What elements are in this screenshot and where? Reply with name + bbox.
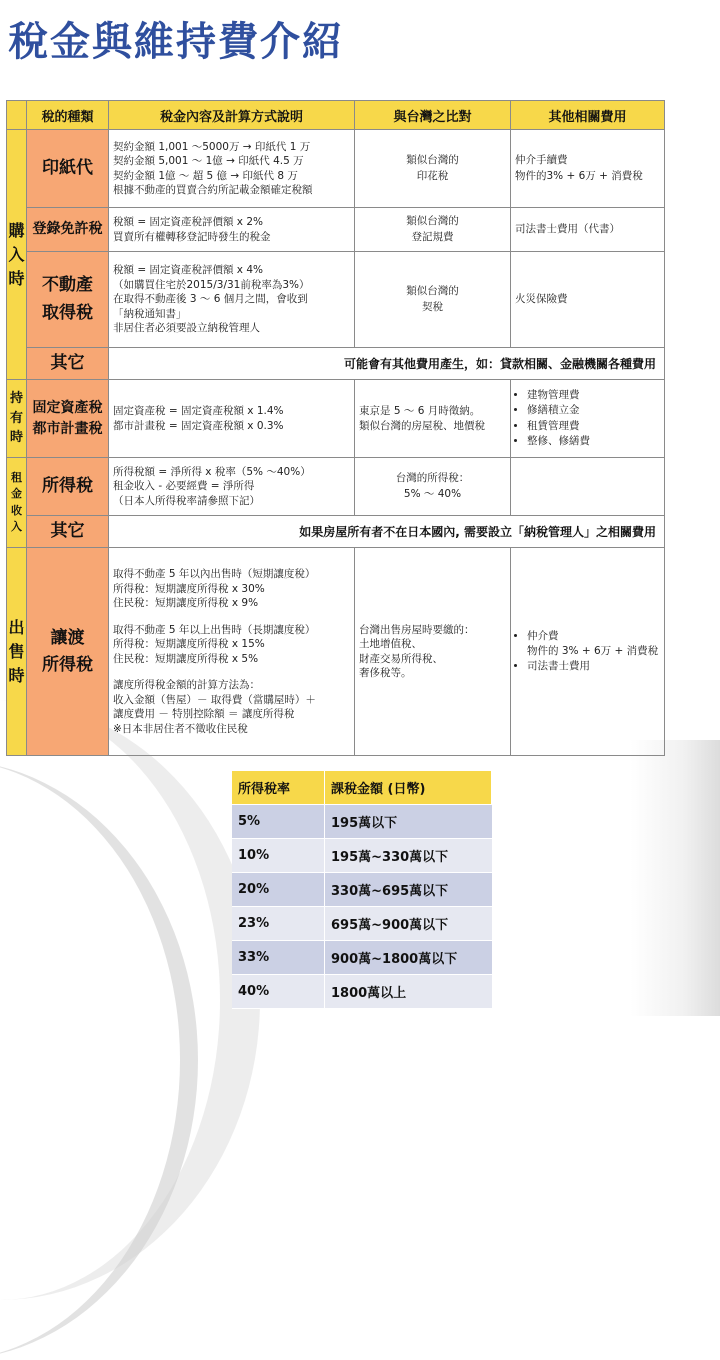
tax-registration: 登錄免許稅	[27, 208, 109, 252]
amount-cell: 330萬~695萬以下	[325, 873, 492, 907]
header-other-fees: 其他相關費用	[511, 101, 665, 130]
list-item: • 建物管理費	[527, 388, 660, 403]
list-item: • 修繕積立金	[527, 403, 660, 418]
list-item: 物件的 3% + 6万 + 消費稅	[527, 645, 659, 658]
rate-header-row	[232, 771, 492, 805]
rate-cell: 23%	[232, 907, 325, 941]
rate-cell: 40%	[232, 975, 325, 1009]
property-desc: 固定資產稅 = 固定資產稅額 x 1.4% 都市計畫稅 = 固定資產稅額 x 0.3%	[109, 380, 355, 458]
list-item: • 租賃管理費	[527, 419, 660, 434]
corner-cell	[7, 101, 27, 130]
amount-cell: 695萬~900萬以下	[325, 907, 492, 941]
rate-cell: 33%	[232, 941, 325, 975]
table-row	[7, 380, 665, 458]
transfer-compare: 台灣出售房屋時要繳的： 土地增值稅、 財產交易所得稅、 奢侈稅等。	[355, 548, 511, 756]
tax-stamp: 印紙代	[27, 130, 109, 208]
section-sell: 出 售 時	[7, 548, 27, 756]
amount-cell: 1800萬以上	[325, 975, 492, 1009]
tax-table-header-row	[7, 101, 665, 130]
income-desc: 所得稅額 = 淨所得 x 稅率（5% ～40%） 租金收入 - 必要經費 = 淨所得 （日本人所得稅率請參照下記）	[109, 458, 355, 516]
rate-cell: 5%	[232, 805, 325, 839]
amount-cell: 900萬~1800萬以下	[325, 941, 492, 975]
registration-other: 司法書士費用（代書）	[511, 208, 665, 252]
table-row	[7, 130, 665, 208]
transfer-other	[511, 548, 665, 756]
stamp-desc: 契約金額 1,001 ～5000万 → 印紙代 1 万 契約金額 5,001 ～ 1億 → 印紙代 4.5 万 契約金額 1億 ～ 超 5 億 → 印紙代 8 万 根據不動產的買賣合約所記載金額確定稅額	[109, 130, 355, 208]
buy-other-note: 可能會有其他費用產生，如：貸款相關、金融機關各種費用	[109, 348, 665, 380]
stamp-other: 仲介手續費 物件的3% + 6万 + 消費稅	[511, 130, 665, 208]
amount-cell: 195萬以下	[325, 805, 492, 839]
section-rent: 租 金 收 入	[7, 458, 27, 548]
header-tax-type: 稅的種類	[27, 101, 109, 130]
tax-rent-other: 其它	[27, 516, 109, 548]
list-item: • 仲介費	[527, 629, 660, 644]
background-shade	[630, 740, 720, 1016]
table-row	[7, 208, 665, 252]
table-row	[7, 516, 665, 548]
amount-cell: 195萬~330萬以下	[325, 839, 492, 873]
acquisition-desc: 稅額 = 固定資產稅評價額 x 4% （如購買住宅於2015/3/31前稅率為3%） 在取得不動產後 3 ～ 6 個月之間，會收到 「納稅通知書」 非居住者必須要設立納稅管理人	[109, 252, 355, 348]
rate-header-amount: 課稅金額 (日幣)	[325, 771, 492, 805]
table-row	[7, 348, 665, 380]
tax-income: 所得稅	[27, 458, 109, 516]
list-item: • 司法書士費用	[527, 659, 660, 674]
tax-acquisition: 不動產 取得稅	[27, 252, 109, 348]
registration-compare: 類似台灣的 登記規費	[355, 208, 511, 252]
tax-property: 固定資產稅 都市計畫稅	[27, 380, 109, 458]
stamp-compare: 類似台灣的 印花稅	[355, 130, 511, 208]
tax-table	[6, 100, 665, 756]
page-title: 稅金與維持費介紹	[8, 19, 344, 65]
rate-cell: 10%	[232, 839, 325, 873]
tax-buy-other: 其它	[27, 348, 109, 380]
registration-desc: 稅額 = 固定資產稅評價額 x 2% 買賣所有權轉移登記時發生的稅金	[109, 208, 355, 252]
income-other	[511, 458, 665, 516]
table-row	[7, 548, 665, 756]
table-row	[7, 458, 665, 516]
tax-transfer: 讓渡 所得稅	[27, 548, 109, 756]
acquisition-other: 火災保險費	[511, 252, 665, 348]
income-compare: 台灣的所得稅： 5% ～ 40%	[355, 458, 511, 516]
table-row	[7, 252, 665, 348]
section-buy: 購 入 時	[7, 130, 27, 380]
table-row	[232, 839, 492, 873]
rate-header-rate: 所得稅率	[232, 771, 325, 805]
acquisition-compare: 類似台灣的 契稅	[355, 252, 511, 348]
list-item: • 整修、修繕費	[527, 434, 660, 449]
rent-other-note: 如果房屋所有者不在日本國內, 需要設立「納稅管理人」之相關費用	[109, 516, 665, 548]
property-other	[511, 380, 665, 458]
property-compare: 東京是 5 ～ 6 月時徵納。 類似台灣的房屋稅、地價稅	[355, 380, 511, 458]
income-tax-rate-table	[232, 771, 492, 1009]
header-taiwan-compare: 與台灣之比對	[355, 101, 511, 130]
transfer-desc: 取得不動產 5 年以內出售時（短期讓度稅） 所得稅：短期讓度所得稅 x 30% 住民稅：短期讓度所得稅 x 9% 取得不動產 5 年以上出售時（長期讓度稅） 所得稅：短期讓度所得稅 x 15% 住民稅：短期讓度所得稅 x 5% 讓度所得稅金額的計算方法為： 收入金額（售屋）－ 取得費（當購屋時）＋ 讓度費用 － 特別控除額 ＝ 讓度所得稅 ※日本非居住者不徵收住民稅	[109, 548, 355, 756]
rate-cell: 20%	[232, 873, 325, 907]
table-row	[232, 975, 492, 1009]
header-tax-content: 稅金內容及計算方式說明	[109, 101, 355, 130]
table-row	[232, 873, 492, 907]
section-hold: 持 有 時	[7, 380, 27, 458]
table-row	[232, 805, 492, 839]
table-row	[232, 941, 492, 975]
table-row	[232, 907, 492, 941]
